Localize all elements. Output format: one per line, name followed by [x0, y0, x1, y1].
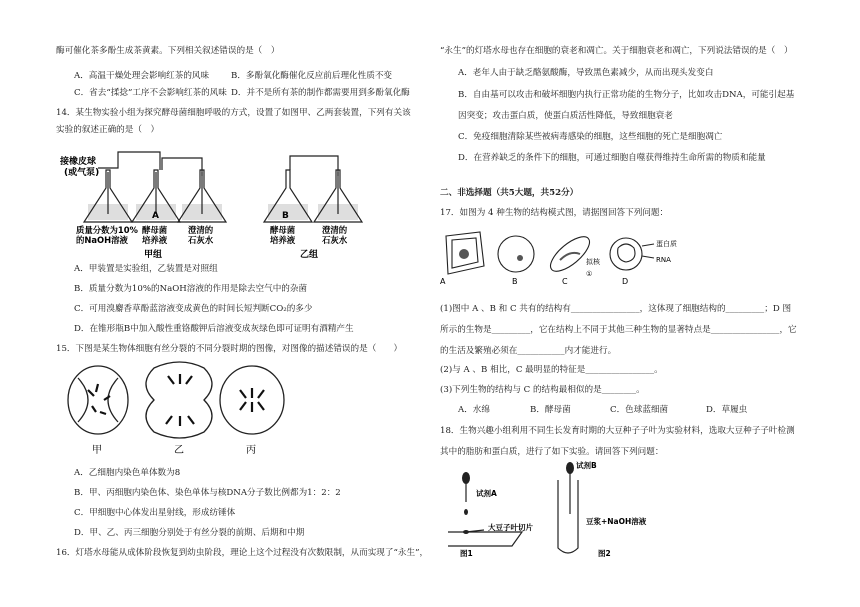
q17-organisms-figure	[440, 226, 690, 288]
q14-option-d: D．在锥形瓶B中加入酸性重铬酸钾后溶液变成灰绿色即可证明有酒精产生	[74, 324, 354, 334]
q15-option-d: D．甲、乙、丙三细胞分别处于有丝分裂的前期、后期和中期	[74, 528, 305, 538]
q16-option-c: C．免疫细胞清除某些被病毒感染的细胞，这些细胞的死亡是细胞凋亡	[458, 132, 723, 142]
q16-stem-cont: “永生”的灯塔水母也存在细胞的衰老和凋亡。关于细胞衰老和凋亡，下列说法错误的是（ ）	[440, 46, 793, 56]
q17-option-d: D．草履虫	[706, 405, 748, 415]
q17-sub1-line1: (1)图中 A 、B 和 C 共有的结构有________________，这体现了细胞结构的_________；D 图	[440, 304, 792, 314]
naoh-label-line1: 质量分数为10%	[76, 225, 138, 235]
q14-apparatus-figure	[58, 140, 398, 260]
pump-label-line1: 接橡皮球	[60, 157, 97, 167]
q18-stem-line2: 其中的脂肪和蛋白质，进行了如下实验。请回答下列问题：	[440, 447, 664, 457]
q14-option-c: C．可用溴麝香草酚蓝溶液变成黄色的时间长短判断CO₂的多少	[74, 304, 313, 314]
q17-sub1-line3: 的生活及繁殖必须在___________内才能进行。	[440, 346, 617, 356]
q14-option-b: B．质量分数为10%的NaOH溶液的作用是除去空气中的杂菌	[74, 284, 308, 294]
q13-option-d: D．并不是所有茶的制作都需要用到多酚氧化酶	[231, 88, 410, 98]
figure-1-caption: 图1	[460, 549, 473, 558]
q13-option-c: C．省去“揉捻”工序不会影响红茶的风味	[74, 88, 227, 98]
naoh-label-line2: 的NaOH溶液	[76, 235, 128, 245]
organism-b-letter: B	[512, 277, 518, 286]
organism-d-letter: D	[622, 277, 629, 286]
reagent-b-label: 试剂B	[576, 461, 597, 470]
organism-c-letter: C	[562, 277, 568, 286]
q16-stem: 16．灯塔水母能从成体阶段恢复到幼虫阶段，理论上这个过程没有次数限制，从而实现了“永生”，	[56, 548, 429, 558]
reagent-a-label: 试剂A	[476, 489, 497, 498]
cell-bing-label: 丙	[246, 445, 256, 456]
q15-option-a: A．乙细胞内染色单体数为8	[74, 468, 181, 478]
cell-yi-label: 乙	[174, 445, 184, 456]
q17-sub3: (3)下列生物的结构与 C 的结构最相似的是________。	[440, 385, 645, 395]
q17-option-b: B．酵母菌	[530, 405, 571, 415]
q17-option-a: A．水绵	[458, 405, 490, 415]
cell-jia-label: 甲	[92, 445, 102, 456]
organism-a-letter: A	[440, 277, 446, 286]
q17-option-c: C．色球蓝细菌	[610, 405, 669, 415]
q17-sub1-line2: 所示的生物是_________，它在结构上不同于其他三种生物的显著特点是________________，它	[440, 325, 797, 335]
q16-option-a: A．老年人由于缺乏酪氨酸酶，导致黑色素减少，从而出现头发变白	[458, 68, 714, 78]
q16-option-b: B．自由基可以攻击和破坏细胞内执行正常功能的生物分子，比如攻击DNA，可能引起基	[458, 90, 795, 100]
pump-label-line2: (或气泵)	[64, 168, 100, 178]
limewater-label-yi-line1: 澄清的	[322, 225, 348, 235]
yeast-label-yi-line1: 酵母菌	[270, 225, 296, 235]
limewater-label-jia-line1: 澄清的	[188, 225, 214, 235]
q14-option-a: A．甲装置是实验组，乙装置是对照组	[74, 264, 218, 274]
q15-stem: 15．下图是某生物体细胞有丝分裂的不同分裂时期的图像，对图像的描述错误的是（ ）	[56, 344, 403, 354]
yeast-label-yi-line2: 培养液	[270, 235, 296, 245]
q16-option-b-cont: 因突变；攻击蛋白质，使蛋白质活性降低，导致细胞衰老	[458, 111, 673, 121]
q15-option-c: C．甲细胞中心体发出星射线，形成纺锤体	[74, 508, 236, 518]
section-2-heading: 二、非选择题（共5大题，共52分）	[440, 188, 579, 198]
q14-stem-line2: 实验的叙述正确的是（ ）	[56, 125, 160, 135]
q18-stem-line1: 18．生物兴趣小组利用不同生长发育时期的大豆种子子叶为实验材料，选取大豆种子子叶检测	[440, 426, 795, 436]
q13-stem-tail: 酶可催化茶多酚生成茶黄素。下列相关叙述错误的是（ ）	[56, 46, 280, 56]
circle-1-label: ①	[586, 270, 593, 278]
nucleoid-label: 拟核	[586, 258, 600, 266]
q15-option-b: B．甲、丙细胞内染色体、染色单体与核DNA分子数比例都为1：2：2	[74, 488, 341, 498]
yeast-label-jia-line1: 酵母菌	[142, 225, 168, 235]
soybean-slice-label: 大豆子叶切片	[488, 523, 533, 532]
flask-letter-a: A	[152, 211, 159, 221]
flask-letter-b: B	[282, 211, 289, 221]
limewater-label-yi-line2: 石灰水	[322, 235, 348, 245]
q13-option-b: B．多酚氧化酶催化反应前后理化性质不变	[231, 71, 393, 81]
group-jia-label: 甲组	[144, 250, 163, 260]
q17-stem: 17．如图为 4 种生物的结构模式图，请据图回答下列问题：	[440, 208, 669, 218]
tube-contents-label: 豆浆+NaOH溶液	[586, 517, 647, 526]
group-yi-label: 乙组	[300, 250, 319, 260]
q13-option-a: A．高温干燥处理会影响红茶的风味	[74, 71, 210, 81]
figure-2-caption: 图2	[598, 549, 611, 558]
q18-experiment-figure	[448, 460, 688, 558]
q16-option-d: D．在营养缺乏的条件下的细胞，可通过细胞自噬获得维持生命所需的物质和能量	[458, 153, 766, 163]
q17-sub2: (2)与 A 、B 相比，C 最明显的特征是________________。	[440, 365, 663, 375]
q14-stem-line1: 14．某生物实验小组为探究酵母菌细胞呼吸的方式，设置了如图甲、乙两套装置，下列有关该	[56, 108, 411, 118]
limewater-label-jia-line2: 石灰水	[188, 235, 214, 245]
rna-label: RNA	[656, 256, 671, 264]
protein-label: 蛋白质	[656, 240, 677, 248]
yeast-label-jia-line2: 培养液	[142, 235, 168, 245]
q15-mitosis-figure	[64, 360, 324, 460]
